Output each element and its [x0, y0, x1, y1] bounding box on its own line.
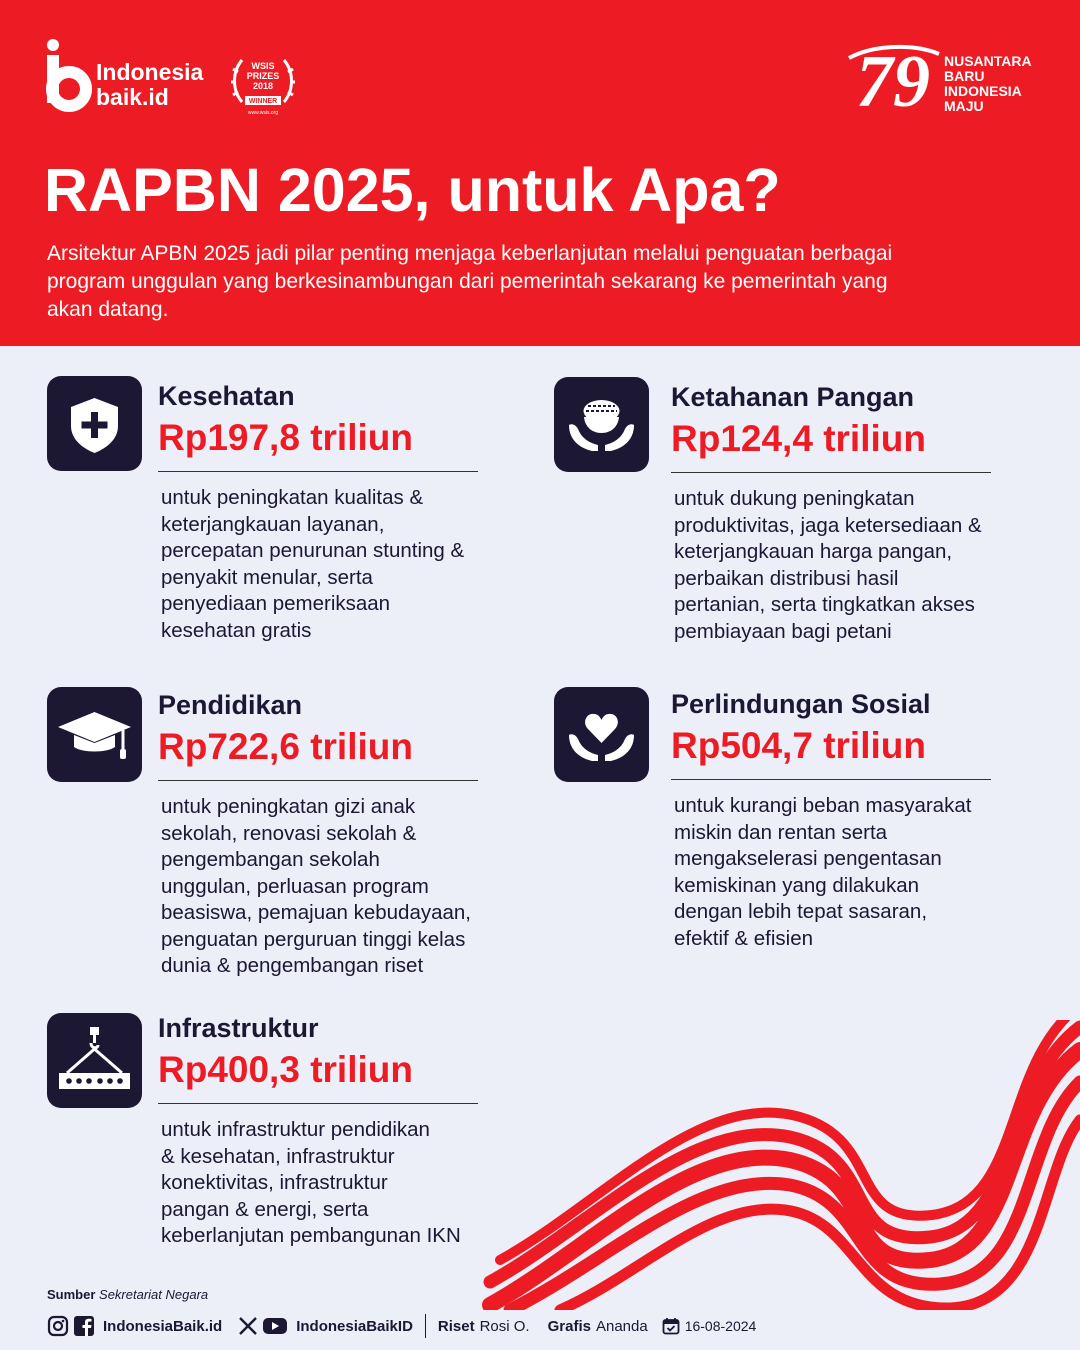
award-line2: PRIZES: [246, 71, 280, 81]
sosial-description: untuk kurangi beban masyarakat miskin dan rentan serta mengakselerasi pengentasan kemiskinan yang dilakukan dengan lebih tepat sasaran, efektif & efisien: [674, 794, 972, 950]
x-twitter-icon[interactable]: [238, 1316, 258, 1336]
pangan-icon-box: [554, 377, 649, 472]
tagline-line4: MAJU: [944, 98, 984, 114]
sosial-icon-box: [554, 687, 649, 782]
kesehatan-divider: [158, 471, 478, 472]
award-line1: WSIS: [251, 61, 275, 71]
instagram-icon[interactable]: [47, 1315, 69, 1337]
riset-label: Riset: [437, 1317, 475, 1335]
pendidikan-divider: [158, 780, 478, 781]
social-handle-1[interactable]: IndonesiaBaik.id: [103, 1317, 223, 1335]
footer-separator: [425, 1314, 426, 1338]
graduation-cap-icon: [47, 687, 142, 782]
kesehatan-icon-box: [47, 376, 142, 471]
infrastruktur-divider: [158, 1103, 478, 1104]
source-value: Sekretariat Negara: [99, 1287, 209, 1302]
pendidikan-title: Pendidikan: [158, 690, 303, 720]
infrastruktur-amount: Rp400,3 triliun: [158, 1049, 413, 1090]
pangan-title: Ketahanan Pangan: [671, 382, 915, 412]
kesehatan-amount: Rp197,8 triliun: [158, 417, 413, 458]
decorative-wave: [480, 1020, 1080, 1310]
anniversary-tagline: [944, 54, 1032, 114]
shield-plus-icon: [47, 376, 142, 471]
award-line3: 2018: [252, 81, 274, 91]
pendidikan-description: untuk peningkatan gizi anak sekolah, renovasi sekolah & pengembangan sekolah unggulan, perluasan program beasiswa, pemajuan kebudayaan, penguatan perguruan tinggi kelas dunia & pengembangan riset: [161, 795, 471, 977]
anniversary-number: 79: [856, 41, 930, 122]
indonesiabaik-logo-icon: [44, 38, 92, 112]
source-note: [47, 1287, 208, 1302]
pangan-divider: [671, 472, 991, 473]
publish-date: 16-08-2024: [684, 1318, 757, 1334]
tagline-line3: INDONESIA: [944, 83, 1022, 99]
header-banner: [0, 0, 1080, 346]
infrastruktur-icon-box: [47, 1013, 142, 1108]
infrastruktur-description: untuk infrastruktur pendidikan & kesehatan, infrastruktur konektivitas, infrastruktur pangan & energi, serta keberlanjutan pembangunan IKN: [161, 1118, 461, 1247]
sosial-title: Perlindungan Sosial: [671, 689, 931, 719]
award-line5: www.wsis.org: [247, 110, 279, 116]
pendidikan-icon-box: [47, 687, 142, 782]
brand-name: [96, 60, 203, 110]
source-label: Sumber: [47, 1287, 96, 1302]
award-line4: WINNER: [248, 98, 278, 105]
footer-bar: [47, 1313, 756, 1339]
infrastruktur-title: Infrastruktur: [158, 1013, 319, 1043]
tagline-line1: NUSANTARA: [944, 53, 1032, 69]
wsis-award-badge: [230, 52, 296, 118]
social-handle-2[interactable]: IndonesiaBaikID: [296, 1317, 413, 1335]
page-title: RAPBN 2025, untuk Apa?: [44, 156, 781, 224]
brand-line2: baik.id: [96, 84, 169, 110]
pangan-amount: Rp124,4 triliun: [671, 418, 926, 459]
heart-hands-icon: [554, 687, 649, 782]
youtube-icon[interactable]: [262, 1316, 288, 1336]
calendar-icon: [662, 1317, 680, 1335]
page-subtitle: Arsitektur APBN 2025 jadi pilar penting menjaga keberlanjutan melalui penguatan berbagai program unggulan yang berkesinambungan dari pemerintah sekarang ke pemerintah yang akan datang.: [47, 242, 893, 321]
brand-line1: Indonesia: [96, 59, 204, 85]
sosial-divider: [671, 779, 991, 780]
hut-79-logo: [845, 40, 941, 122]
grafis-value: Ananda: [595, 1317, 648, 1335]
kesehatan-description: untuk peningkatan kualitas & keterjangkauan layanan, percepatan penurunan stunting & penyakit menular, serta penyediaan pemeriksaan kesehatan gratis: [161, 486, 465, 642]
sosial-amount: Rp504,7 triliun: [671, 725, 926, 766]
pendidikan-amount: Rp722,6 triliun: [158, 726, 413, 767]
rice-bowl-hands-icon: [554, 377, 649, 472]
grafis-label: Grafis: [547, 1317, 591, 1335]
tagline-line2: BARU: [944, 68, 985, 84]
pangan-description: untuk dukung peningkatan produktivitas, jaga ketersediaan & keterjangkauan harga pangan, perbaikan distribusi hasil pertanian, serta tingkatkan akses pembiayaan bagi petani: [674, 487, 982, 643]
kesehatan-title: Kesehatan: [158, 381, 295, 411]
riset-value: Rosi O.: [479, 1317, 530, 1335]
facebook-icon[interactable]: [73, 1315, 95, 1337]
crane-beam-icon: [47, 1013, 142, 1108]
